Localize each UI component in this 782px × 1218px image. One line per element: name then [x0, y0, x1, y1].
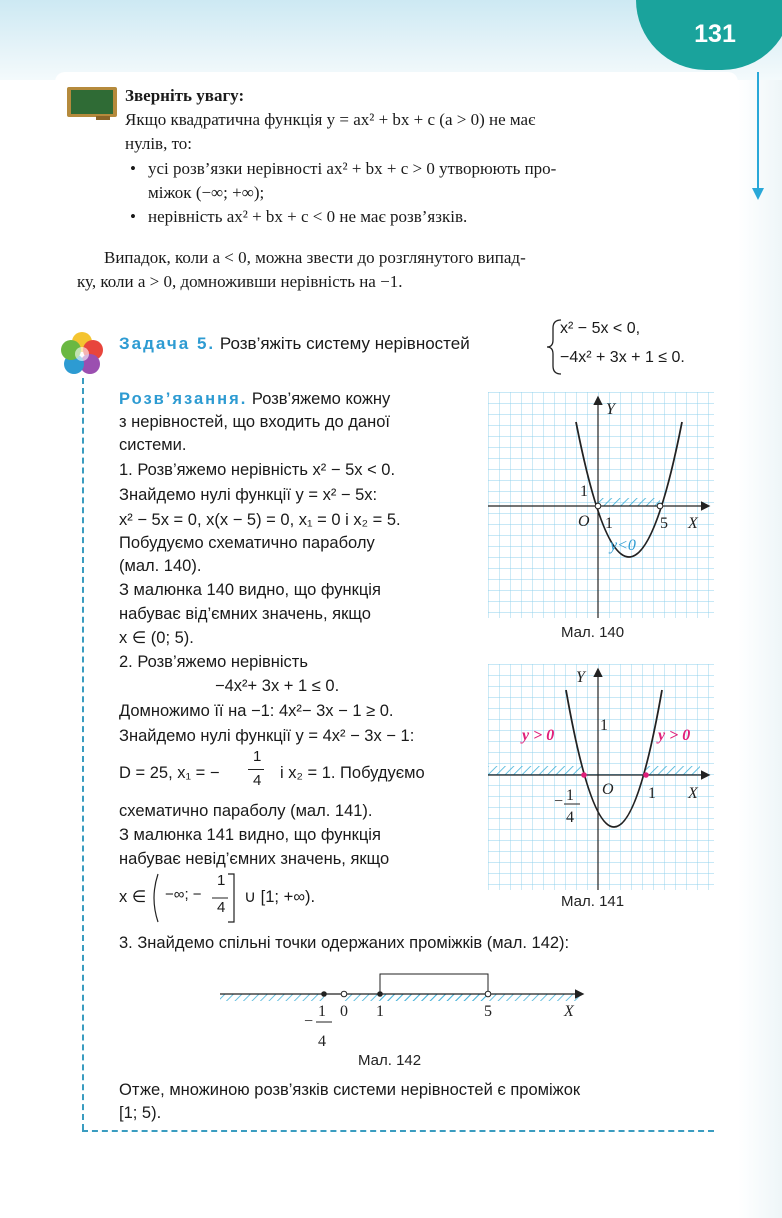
- zero-point: [581, 772, 587, 778]
- x-tick-1: 1: [648, 785, 656, 802]
- system-line-2: −4x² + 3x + 1 ≤ 0.: [560, 349, 685, 366]
- side-progress-line: [757, 72, 759, 190]
- negative-interval-hatch: [598, 498, 660, 506]
- origin-label: O: [602, 781, 614, 798]
- fraction-denominator: 4: [253, 772, 262, 789]
- x-tick-5: 5: [660, 515, 668, 532]
- note-bullet-1-cont: міжок (−∞; +∞);: [148, 183, 265, 202]
- origin-label: O: [578, 513, 590, 530]
- tick-5: 5: [484, 1003, 492, 1020]
- intersection-bracket: [380, 974, 488, 994]
- solution-line: і x₂ = 1. Побудуємо: [280, 764, 425, 782]
- interval-text: −∞; −: [165, 886, 202, 903]
- solution-line: [1; 5).: [119, 1104, 162, 1122]
- y-tick-1: 1: [600, 717, 608, 734]
- tick-neg-quarter-num: 1: [318, 1003, 326, 1020]
- down-arrow-icon: [752, 188, 764, 200]
- solution-line: x² − 5x = 0, x(x − 5) = 0, x₁ = 0 і x₂ = 5.: [119, 511, 401, 529]
- x-axis-label: X: [688, 785, 698, 802]
- solution-line: Знайдемо нулі функції y = 4x² − 3x − 1:: [119, 727, 415, 745]
- tick-1: 1: [376, 1003, 384, 1020]
- task-label: Задача 5.: [119, 334, 216, 353]
- solution-line: 1. Розв’яжемо нерівність x² − 5x < 0.: [119, 461, 396, 479]
- neg-sign: −: [554, 793, 564, 810]
- solution-line: Розв’язання. Розв’яжемо кожну: [119, 390, 391, 408]
- point-5: [485, 991, 491, 997]
- solution-line: x ∈ (0; 5).: [119, 629, 194, 647]
- note-bullet-2: • нерівність ax² + bx + c < 0 не має розв’язків.: [148, 205, 467, 229]
- solution-line: Знайдемо нулі функції y = x² − 5x:: [119, 486, 378, 504]
- bullet-icon: •: [130, 207, 136, 226]
- neg-sign: −: [304, 1013, 314, 1030]
- zero-point: [657, 503, 663, 509]
- fraction-bar: [248, 769, 264, 770]
- x-axis-label: X: [688, 515, 698, 532]
- task-border-left: [82, 378, 84, 1130]
- figure-140: [488, 392, 714, 618]
- paragraph-line-2: ку, коли a > 0, домноживши нерівність на −1.: [77, 272, 403, 291]
- task-border-bottom: [82, 1130, 714, 1132]
- solution-line: З малюнка 140 видно, що функція: [119, 581, 381, 599]
- paragraph-line-1: Випадок, коли a < 0, можна звести до розглянутого випад-: [104, 248, 526, 267]
- bullet-icon: •: [130, 159, 136, 178]
- figure-140-caption: Мал. 140: [561, 624, 625, 641]
- tick-0: 0: [340, 1003, 348, 1020]
- figure-142: [210, 966, 600, 1056]
- solution-line: Отже, множиною розв’язків системи нерівностей є проміжок: [119, 1081, 581, 1099]
- solution-line: 3. Знайдемо спільні точки одержаних проміжків (мал. 142):: [119, 934, 570, 952]
- x-tick-1: 1: [605, 515, 613, 532]
- solution-line: З малюнка 141 видно, що функція: [119, 826, 381, 844]
- left-region-label: y > 0: [522, 727, 555, 744]
- solution-label: Розв’язання.: [119, 390, 248, 408]
- solution-line: D = 25, x₁ = −: [119, 764, 220, 782]
- note-title: Зверніть увагу:: [125, 86, 245, 105]
- solution-line: Побудуємо схематично параболу: [119, 534, 375, 552]
- flower-icon: [58, 330, 106, 378]
- note-line-1: Якщо квадратична функція y = ax² + bx + c (a > 0) не має: [125, 110, 536, 129]
- region-label: y<0: [610, 537, 636, 554]
- figure-141-caption: Мал. 141: [561, 893, 625, 910]
- chalkboard-icon: [66, 86, 118, 122]
- right-interval-hatch: [646, 766, 700, 775]
- solution-line: з нерівностей, що входить до даної: [119, 413, 390, 431]
- x-tick-neg-quarter-den: 4: [566, 809, 574, 826]
- solution-line: ∪ [1; +∞).: [244, 888, 316, 906]
- note-line-2: нулів, то:: [125, 134, 193, 153]
- solution-line: системи.: [119, 436, 187, 454]
- task-statement: Задача 5. Розв’яжіть систему нерівностей: [119, 334, 470, 353]
- fraction-denominator: 4: [217, 899, 226, 916]
- right-region-label: y > 0: [658, 727, 691, 744]
- fraction-numerator: 1: [253, 748, 262, 765]
- x-axis-label: X: [564, 1003, 574, 1020]
- fraction-numerator: 1: [217, 872, 226, 889]
- solution-line: 2. Розв’яжемо нерівність: [119, 653, 308, 671]
- figure-141: [488, 664, 714, 890]
- point-neg-quarter: [321, 991, 327, 997]
- tick-neg-quarter-den: 4: [318, 1033, 326, 1050]
- solution-line: Домножимо її на −1: 4x²− 3x − 1 ≥ 0.: [119, 702, 394, 720]
- solution-line: −4x²+ 3x + 1 ≤ 0.: [215, 677, 340, 695]
- y-axis-label: Y: [576, 669, 585, 686]
- system-line-1: x² − 5x < 0,: [560, 320, 641, 337]
- y-tick-1: 1: [580, 483, 588, 500]
- figure-142-caption: Мал. 142: [358, 1052, 422, 1069]
- zero-point: [643, 772, 649, 778]
- solution-line: (мал. 140).: [119, 557, 202, 575]
- solution-line: схематично параболу (мал. 141).: [119, 802, 373, 820]
- right-interval-hatch: [380, 994, 580, 1001]
- left-interval-hatch: [220, 994, 324, 1001]
- zero-point: [595, 503, 601, 509]
- solution-line: набуває від’ємних значень, якщо: [119, 605, 371, 623]
- point-1: [377, 991, 383, 997]
- page-number: 131: [694, 20, 736, 48]
- point-0: [341, 991, 347, 997]
- note-bullet-1: • усі розв’язки нерівності ax² + bx + c > 0 утворюють про-: [148, 157, 556, 181]
- x-tick-neg-quarter-num: 1: [566, 787, 574, 804]
- solution-line: x ∈: [119, 888, 147, 906]
- y-axis-label: Y: [606, 401, 615, 418]
- left-interval-hatch: [488, 766, 584, 775]
- solution-line: набуває невід’ємних значень, якщо: [119, 850, 390, 868]
- page-edge-shade: [738, 80, 782, 1218]
